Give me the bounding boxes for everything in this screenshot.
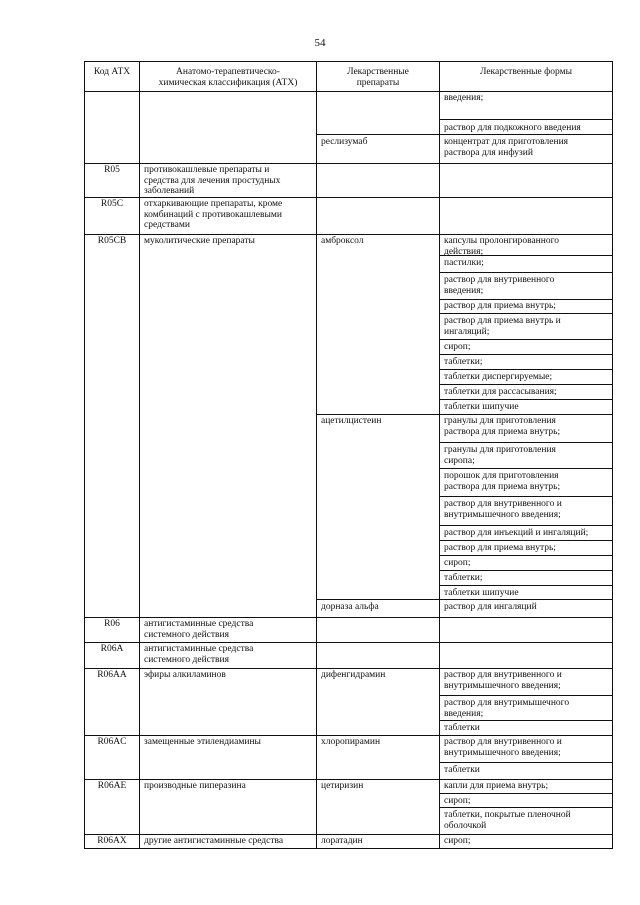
form-divider <box>439 384 612 385</box>
atc-code: R06A <box>100 644 124 654</box>
dosage-form: введения; <box>444 93 484 103</box>
atc-code: R05CB <box>97 236 127 246</box>
row-divider <box>85 197 612 198</box>
row-divider <box>85 735 612 736</box>
row-divider <box>85 642 612 643</box>
dosage-form: раствор для внутривенного и внутримышечного введения; <box>444 499 562 520</box>
form-divider <box>439 468 612 469</box>
atc-code: R06 <box>104 619 120 629</box>
dosage-form: таблетки диспергируемые; <box>444 372 553 382</box>
dosage-form: раствор для внутривенного и внутримышечного введения; <box>444 670 562 691</box>
atc-code: R06AX <box>97 836 127 846</box>
dosage-form: пастилки; <box>444 258 484 268</box>
drug-name: хлоропирамин <box>321 737 381 747</box>
form-divider <box>439 585 612 586</box>
atc-code: R06AA <box>97 670 127 680</box>
form-divider <box>439 555 612 556</box>
drug-name: лоратадин <box>321 836 363 846</box>
drug-name: дифенгидрамин <box>321 670 386 680</box>
dosage-form: сироп; <box>444 558 471 568</box>
atc-code: R06AE <box>97 781 127 791</box>
form-divider <box>439 313 612 314</box>
dosage-form: гранулы для приготовления сиропа; <box>444 445 556 466</box>
form-divider <box>439 525 612 526</box>
drug-divider <box>316 599 612 600</box>
dosage-form: раствор для внутримышечного введения; <box>444 698 570 719</box>
dosage-form: таблетки; <box>444 357 483 367</box>
atc-classification: противокашлевые препараты и средства для лечения простудных заболеваний <box>144 165 281 196</box>
atc-classification: отхаркивающие препараты, кроме комбинаций с противокашлевыми средствами <box>144 199 283 230</box>
dosage-form: таблетки, покрытые пленочной оболочкой <box>444 810 571 831</box>
dosage-form: таблетки шипучие <box>444 588 519 598</box>
form-divider <box>439 442 612 443</box>
dosage-form: гранулы для приготовления раствора для приема внутрь; <box>444 416 561 437</box>
atc-code: R05C <box>100 199 124 209</box>
drug-divider <box>316 134 612 135</box>
dosage-form: таблетки <box>444 723 480 733</box>
page-number: 54 <box>314 37 326 49</box>
header-drugs: Лекарственные препараты <box>347 67 409 88</box>
atc-classification: замещенные этилендиамины <box>144 737 261 747</box>
atc-code: R05 <box>104 165 120 175</box>
form-divider <box>439 807 612 808</box>
row-divider <box>85 234 612 235</box>
atc-table <box>84 61 613 849</box>
header-classification: Анатомо-терапевтическо- химическая классификация (АТХ) <box>158 67 298 88</box>
dosage-form: таблетки шипучие <box>444 402 519 412</box>
dosage-form: сироп; <box>444 342 471 352</box>
form-divider <box>439 762 612 763</box>
drug-divider <box>316 414 612 415</box>
atc-code: R06AC <box>97 737 127 747</box>
form-divider <box>439 720 612 721</box>
dosage-form: раствор для внутривенного введения; <box>444 275 555 296</box>
dosage-form: таблетки <box>444 765 480 775</box>
dosage-form: раствор для подкожного введения <box>444 123 581 133</box>
form-divider <box>439 496 612 497</box>
drug-name: ацетилцистеин <box>321 416 382 426</box>
form-divider <box>439 272 612 273</box>
dosage-form: капсулы пролонгированного действия; <box>444 236 559 257</box>
dosage-form: раствор для внутривенного и внутримышечного введения; <box>444 737 562 758</box>
atc-classification: производные пиперазина <box>144 781 246 791</box>
drug-name: дорназа альфа <box>321 602 379 612</box>
atc-classification: эфиры алкиламинов <box>144 670 226 680</box>
dosage-form: концентрат для приготовления раствора для инфузий <box>444 137 569 158</box>
row-divider <box>85 163 612 164</box>
row-divider <box>85 91 612 92</box>
form-divider <box>439 540 612 541</box>
row-divider <box>85 668 612 669</box>
form-divider <box>439 793 612 794</box>
drug-name: амброксол <box>321 236 364 246</box>
dosage-form: таблетки для рассасывания; <box>444 387 557 397</box>
form-divider <box>439 354 612 355</box>
atc-classification: муколитические препараты <box>144 236 255 246</box>
dosage-form: раствор для инъекций и ингаляций; <box>444 528 589 538</box>
header-forms: Лекарственные формы <box>479 67 573 77</box>
dosage-form: раствор для ингаляций <box>444 602 537 612</box>
form-divider <box>439 119 612 120</box>
dosage-form: таблетки; <box>444 573 483 583</box>
column-divider <box>139 62 140 848</box>
row-divider <box>85 779 612 780</box>
form-divider <box>439 695 612 696</box>
drug-name: реслизумаб <box>321 137 368 147</box>
form-divider <box>439 399 612 400</box>
form-divider <box>439 369 612 370</box>
row-divider <box>85 617 612 618</box>
form-divider <box>439 339 612 340</box>
dosage-form: сироп; <box>444 836 471 846</box>
atc-classification: антигистаминные средства системного действия <box>144 644 254 665</box>
dosage-form: раствор для приема внутрь и ингаляций; <box>444 316 561 337</box>
dosage-form: капли для приема внутрь; <box>444 781 549 791</box>
drug-name: цетиризин <box>321 781 364 791</box>
row-divider <box>85 834 612 835</box>
dosage-form: порошок для приготовления раствора для приема внутрь; <box>444 471 561 492</box>
atc-classification: другие антигистаминные средства <box>144 836 284 846</box>
column-divider <box>439 62 440 848</box>
dosage-form: сироп; <box>444 796 471 806</box>
header-code: Код АТХ <box>93 67 131 77</box>
form-divider <box>439 299 612 300</box>
form-divider <box>439 570 612 571</box>
dosage-form: раствор для приема внутрь; <box>444 543 556 553</box>
column-divider <box>316 62 317 848</box>
dosage-form: раствор для приема внутрь; <box>444 301 556 311</box>
atc-classification: антигистаминные средства системного действия <box>144 619 254 640</box>
